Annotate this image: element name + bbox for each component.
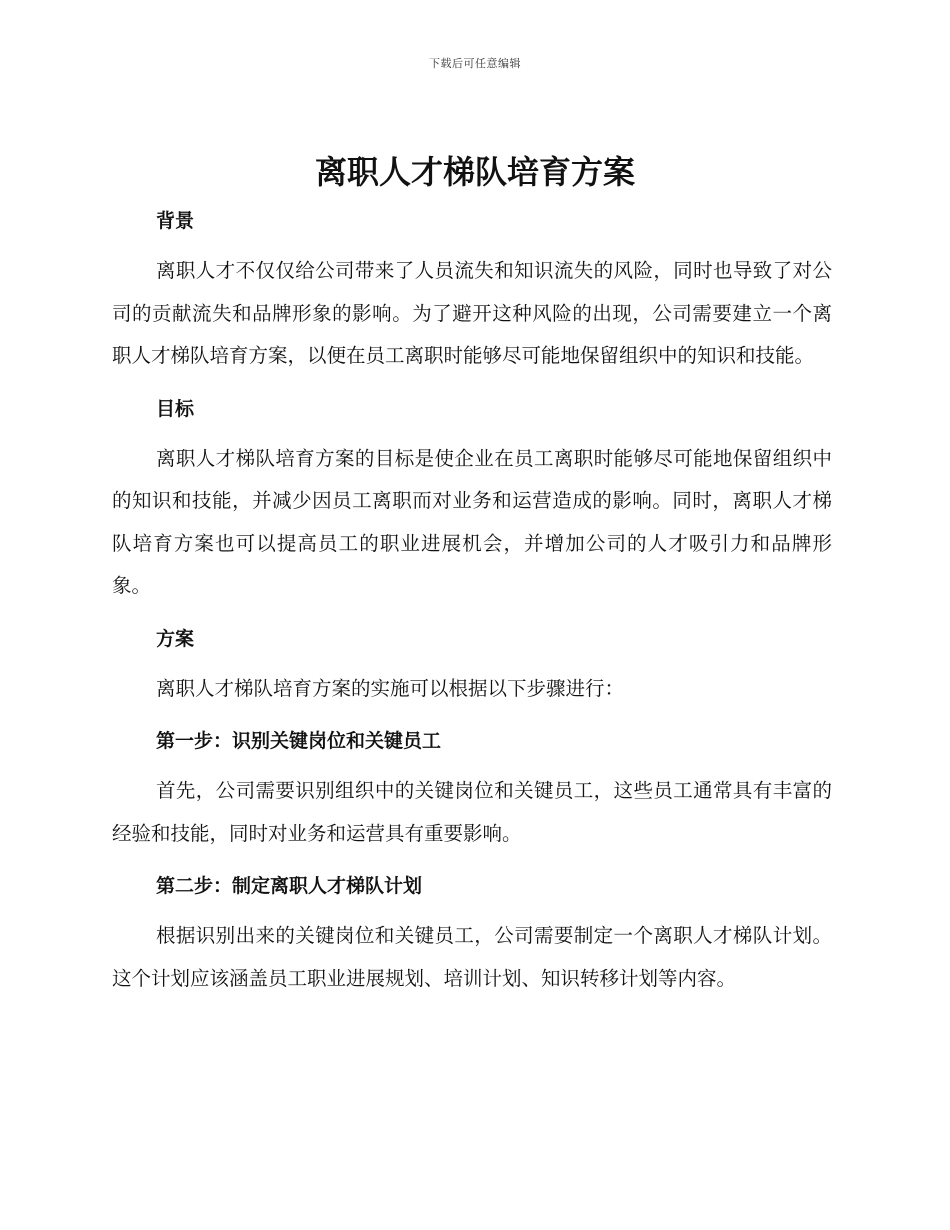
section-heading-step-two: 第二步：制定离职人才梯队计划 <box>156 875 423 897</box>
document-body <box>112 200 832 1000</box>
section-paragraph-plan: 离职人才梯队培育方案的实施可以根据以下步骤进行： <box>156 676 625 700</box>
section-paragraph-background: 离职人才不仅仅给公司带来了人员流失和知识流失的风险，同时也导致了对公司的贡献流失和品牌形象的影响。为了避开这种风险的出现，公司需要建立一个离职人才梯队培育方案，以便在员工离职时能够尽可能地保留组织中的知识和技能。 <box>112 259 832 367</box>
section-heading-plan: 方案 <box>156 627 195 650</box>
section-heading-goal: 目标 <box>156 397 195 420</box>
section-paragraph-step-one: 首先，公司需要识别组织中的关键岗位和关键员工，这些员工通常具有丰富的经验和技能，同时对业务和运营具有重要影响。 <box>112 779 832 845</box>
section-heading-step-one: 第一步：识别关键岗位和关键员工 <box>156 730 442 752</box>
document-title: 离职人才梯队培育方案 <box>314 153 635 191</box>
section-heading-background: 背景 <box>156 210 195 232</box>
section-paragraph-step-two: 根据识别出来的关键岗位和关键员工，公司需要制定一个离职人才梯队计划。这个计划应该涵盖员工职业进展规划、培训计划、知识转移计划等内容。 <box>112 924 832 990</box>
section-paragraph-goal: 离职人才梯队培育方案的目标是使企业在员工离职时能够尽可能地保留组织中的知识和技能，并减少因员工离职而对业务和运营造成的影响。同时，离职人才梯队培育方案也可以提高员工的职业进展机会，并增加公司的人才吸引力和品牌形象。 <box>112 446 832 597</box>
header-note: 下载后可任意编辑 <box>429 57 521 70</box>
